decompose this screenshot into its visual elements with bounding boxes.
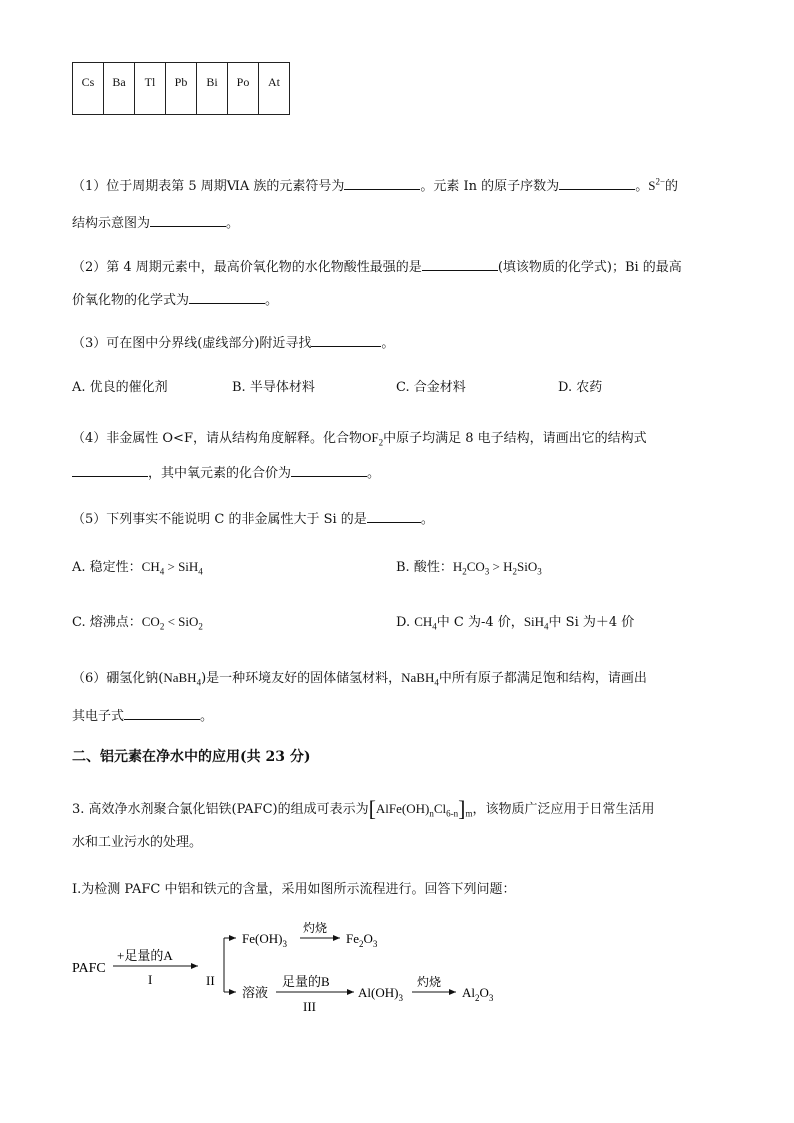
- element-cell: Po: [228, 63, 259, 115]
- element-cell: Ba: [104, 63, 135, 115]
- question-2-line-2: 价氧化物的化学式为 。: [72, 293, 279, 308]
- solution-label: 溶液: [242, 985, 269, 1000]
- sulfide-ion: $S^{2-}$: [648, 176, 666, 193]
- answer-blank[interactable]: [367, 510, 421, 523]
- question-1-line-1: （1）位于周期表第 5 周期ⅥA 族的元素符号为 。元素 In 的原子序数为 。$S^{2-}$的: [72, 176, 679, 194]
- answer-blank[interactable]: [291, 464, 367, 477]
- option-b[interactable]: B. 半导体材料: [232, 380, 315, 395]
- answer-blank[interactable]: [72, 464, 148, 477]
- question-4-line-2: ，其中氧元素的化合价为 。: [72, 462, 380, 481]
- element-cell: Pb: [166, 63, 197, 115]
- element-cell: Tl: [135, 63, 166, 115]
- question-i-intro: Ⅰ.为检测 PAFC 中铝和铁元的含量，采用如图所示流程进行。回答下列问题：: [72, 882, 516, 897]
- question-4-line-1: （4）非金属性 O<F，请从结构角度解释。化合物$OF_2$中原子均满足 8 电子结构，请画出它的结构式: [72, 430, 647, 448]
- formula-of2: $OF_2$: [361, 430, 384, 448]
- flow-start: PAFC: [72, 961, 106, 976]
- option-c[interactable]: C. 合金材料: [396, 380, 466, 395]
- answer-blank[interactable]: [344, 177, 420, 190]
- element-cell: Bi: [197, 63, 228, 115]
- fe-oh3-label: $Fe(OH)_3$: [242, 931, 287, 949]
- question-3-line-2: 水和工业污水的处理。: [72, 835, 203, 850]
- step3-reagent: 足量的B: [282, 974, 330, 989]
- question-3-line-1: 3. 高效净水剂聚合氯化铝铁(PAFC)的组成可表示为$[AlFe(OH)_nCl_{6-n}]_m$，该物质广泛应用于日常生活用: [72, 796, 655, 821]
- pafc-formula: $[AlFe(OH)_nCl_{6-n}]_m$: [368, 796, 473, 821]
- answer-blank[interactable]: [311, 334, 381, 347]
- upper-condition: 灼烧: [303, 921, 328, 935]
- element-row: [73, 63, 290, 115]
- option-a[interactable]: A. 稳定性：$CH_4 > SiH_4$: [72, 559, 203, 577]
- answer-blank[interactable]: [559, 177, 635, 190]
- answer-blank[interactable]: [189, 291, 265, 304]
- answer-blank[interactable]: [422, 258, 498, 271]
- al2o3-label: $Al_2O_3$: [462, 985, 494, 1003]
- answer-blank[interactable]: [124, 707, 200, 720]
- answer-blank[interactable]: [150, 214, 226, 227]
- section-title: 二、铝元素在净水中的应用(共 23 分): [72, 749, 311, 765]
- question-3: （3）可在图中分界线(虚线部分)附近寻找 。: [72, 336, 395, 351]
- al-oh3-label: $Al(OH)_3$: [358, 985, 403, 1003]
- step1-label: I: [148, 972, 153, 987]
- question-2-line-1: （2）第 4 周期元素中，最高价氧化物的水化物酸性最强的是 (填该物质的化学式)；Bi 的最高: [72, 260, 682, 275]
- option-c[interactable]: C. 熔沸点：$CO_2 < SiO_2$: [72, 614, 203, 632]
- element-table: [72, 62, 290, 115]
- step2-label: II: [206, 973, 215, 988]
- option-d[interactable]: D. 农药: [558, 380, 603, 395]
- question-5: （5）下列事实不能说明 C 的非金属性大于 Si 的是 。: [72, 512, 434, 527]
- option-a[interactable]: A. 优良的催化剂: [72, 380, 168, 395]
- question-6-line-1: （6）硼氢化钠(NaBH$_4$)是一种环境友好的固体储氢材料，NaBH$_4$中所有原子都满足饱和结构，请画出: [72, 670, 647, 688]
- question-6-line-2: 其电子式 。: [72, 709, 214, 724]
- flow-diagram: [60, 908, 520, 1023]
- option-d[interactable]: D. $CH_4$中 C 为-4 价，SiH$_4$中 Si 为＋4 价: [396, 614, 635, 632]
- lower-condition: 灼烧: [417, 975, 442, 989]
- step1-reagent: +足量的A: [117, 948, 173, 963]
- fe2o3-label: $Fe_2O_3$: [346, 931, 378, 949]
- element-cell: Cs: [73, 63, 104, 115]
- option-b[interactable]: B. 酸性：$H_2CO_3 > H_2SiO_3$: [396, 559, 542, 577]
- element-cell: At: [259, 63, 290, 115]
- question-1-line-2: 结构示意图为 。: [72, 216, 240, 231]
- step3-label: III: [303, 999, 316, 1014]
